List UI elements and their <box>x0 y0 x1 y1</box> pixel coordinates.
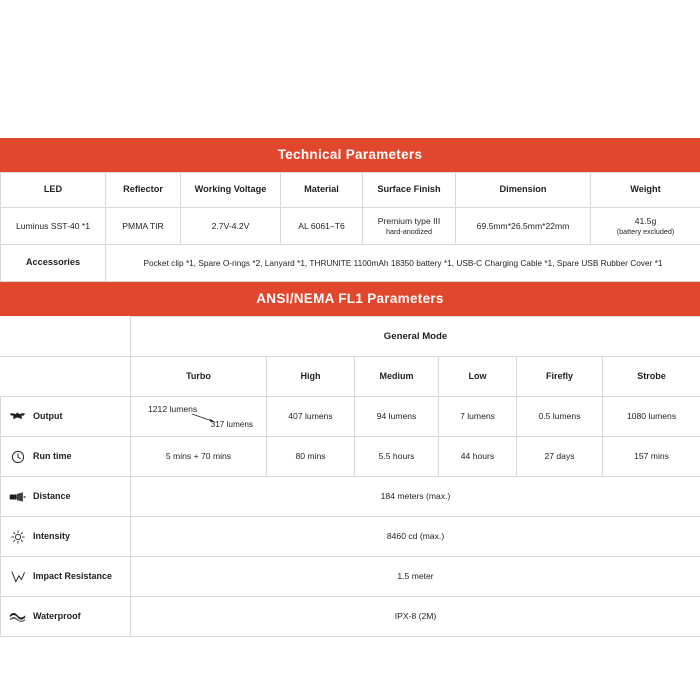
table-row <box>1 597 700 637</box>
row-label-waterproof-text: Waterproof <box>33 610 81 621</box>
value-reflector: PMMA TIR <box>106 208 181 245</box>
col-header-firefly: Firefly <box>517 357 603 397</box>
bat-wings-icon <box>9 409 26 424</box>
value-run-time-low: 44 hours <box>439 437 517 477</box>
table-row <box>1 437 700 477</box>
col-header-weight: Weight <box>591 173 700 208</box>
value-dimension: 69.5mm*26.5mm*22mm <box>456 208 591 245</box>
value-working-voltage: 2.7V-4.2V <box>181 208 281 245</box>
table-row <box>1 357 700 397</box>
group-header-general-mode: General Mode <box>131 317 700 357</box>
value-surface-finish-main: Premium type III <box>377 216 441 227</box>
value-weight-sub: (battery excluded) <box>616 226 675 236</box>
value-output-medium: 94 lumens <box>355 397 439 437</box>
value-weight <box>591 208 700 245</box>
table-row <box>1 245 700 282</box>
value-output-firefly: 0.5 lumens <box>517 397 603 437</box>
value-output-high: 407 lumens <box>267 397 355 437</box>
col-header-turbo: Turbo <box>131 357 267 397</box>
col-header-reflector: Reflector <box>106 173 181 208</box>
row-label-waterproof <box>1 597 131 637</box>
value-run-time-medium: 5.5 hours <box>355 437 439 477</box>
value-material: AL 6061–T6 <box>281 208 363 245</box>
value-distance: 184 meters (max.) <box>131 477 700 517</box>
col-header-high: High <box>267 357 355 397</box>
value-run-time-turbo: 5 mins + 70 mins <box>131 437 267 477</box>
corner-blank-cell-2 <box>1 357 131 397</box>
row-label-output <box>1 397 131 437</box>
value-accessories: Pocket clip *1, Spare O-rings *2, Lanyard *1, THRUNITE 1100mAh 18350 battery *1, USB-C Charging Cable *1, Spare USB Rubber Cover *1 <box>106 245 700 282</box>
table-row <box>1 397 700 437</box>
value-output-strobe: 1080 lumens <box>603 397 700 437</box>
ansi-parameters-band: ANSI/NEMA FL1 Parameters <box>0 282 700 316</box>
row-label-run-time <box>1 437 131 477</box>
row-label-run-time-text: Run time <box>33 450 72 461</box>
value-weight-main: 41.5g <box>634 216 657 227</box>
technical-parameters-band: Technical Parameters <box>0 138 700 172</box>
value-waterproof: IPX-8 (2M) <box>131 597 700 637</box>
technical-parameters-table <box>0 172 700 282</box>
beam-distance-icon <box>9 489 26 504</box>
table-row <box>1 317 700 357</box>
row-label-distance <box>1 477 131 517</box>
col-header-material: Material <box>281 173 363 208</box>
spec-tables-container <box>0 138 700 637</box>
value-output-turbo-primary: 1212 lumens <box>148 404 198 414</box>
value-output-turbo <box>131 397 267 437</box>
value-led: Luminus SST-40 *1 <box>1 208 106 245</box>
clock-icon <box>9 449 26 464</box>
row-label-distance-text: Distance <box>33 490 71 501</box>
impact-icon <box>9 569 26 584</box>
row-label-output-text: Output <box>33 410 63 421</box>
col-header-low: Low <box>439 357 517 397</box>
value-surface-finish-sub: hard-anodized <box>386 226 432 236</box>
value-run-time-strobe: 157 mins <box>603 437 700 477</box>
row-label-accessories: Accessories <box>1 245 106 282</box>
value-run-time-firefly: 27 days <box>517 437 603 477</box>
table-row <box>1 208 700 245</box>
row-label-impact-resistance-text: Impact Resistance <box>33 570 113 581</box>
table-row <box>1 557 700 597</box>
col-header-led: LED <box>1 173 106 208</box>
table-row <box>1 477 700 517</box>
col-header-strobe: Strobe <box>603 357 700 397</box>
value-impact-resistance: 1.5 meter <box>131 557 700 597</box>
value-output-low: 7 lumens <box>439 397 517 437</box>
table-row <box>1 517 700 557</box>
row-label-intensity <box>1 517 131 557</box>
value-intensity: 8460 cd (max.) <box>131 517 700 557</box>
value-surface-finish <box>363 208 456 245</box>
value-run-time-high: 80 mins <box>267 437 355 477</box>
col-header-surface-finish: Surface Finish <box>363 173 456 208</box>
col-header-dimension: Dimension <box>456 173 591 208</box>
table-row <box>1 173 700 208</box>
value-output-turbo-secondary: 317 lumens <box>210 419 253 429</box>
intensity-icon <box>9 529 26 544</box>
ansi-fl1-parameters-table <box>0 316 700 637</box>
waterproof-icon <box>9 609 26 624</box>
col-header-medium: Medium <box>355 357 439 397</box>
row-label-intensity-text: Intensity <box>33 530 71 541</box>
col-header-working-voltage: Working Voltage <box>181 173 281 208</box>
corner-blank-cell <box>1 317 131 357</box>
row-label-impact-resistance <box>1 557 131 597</box>
